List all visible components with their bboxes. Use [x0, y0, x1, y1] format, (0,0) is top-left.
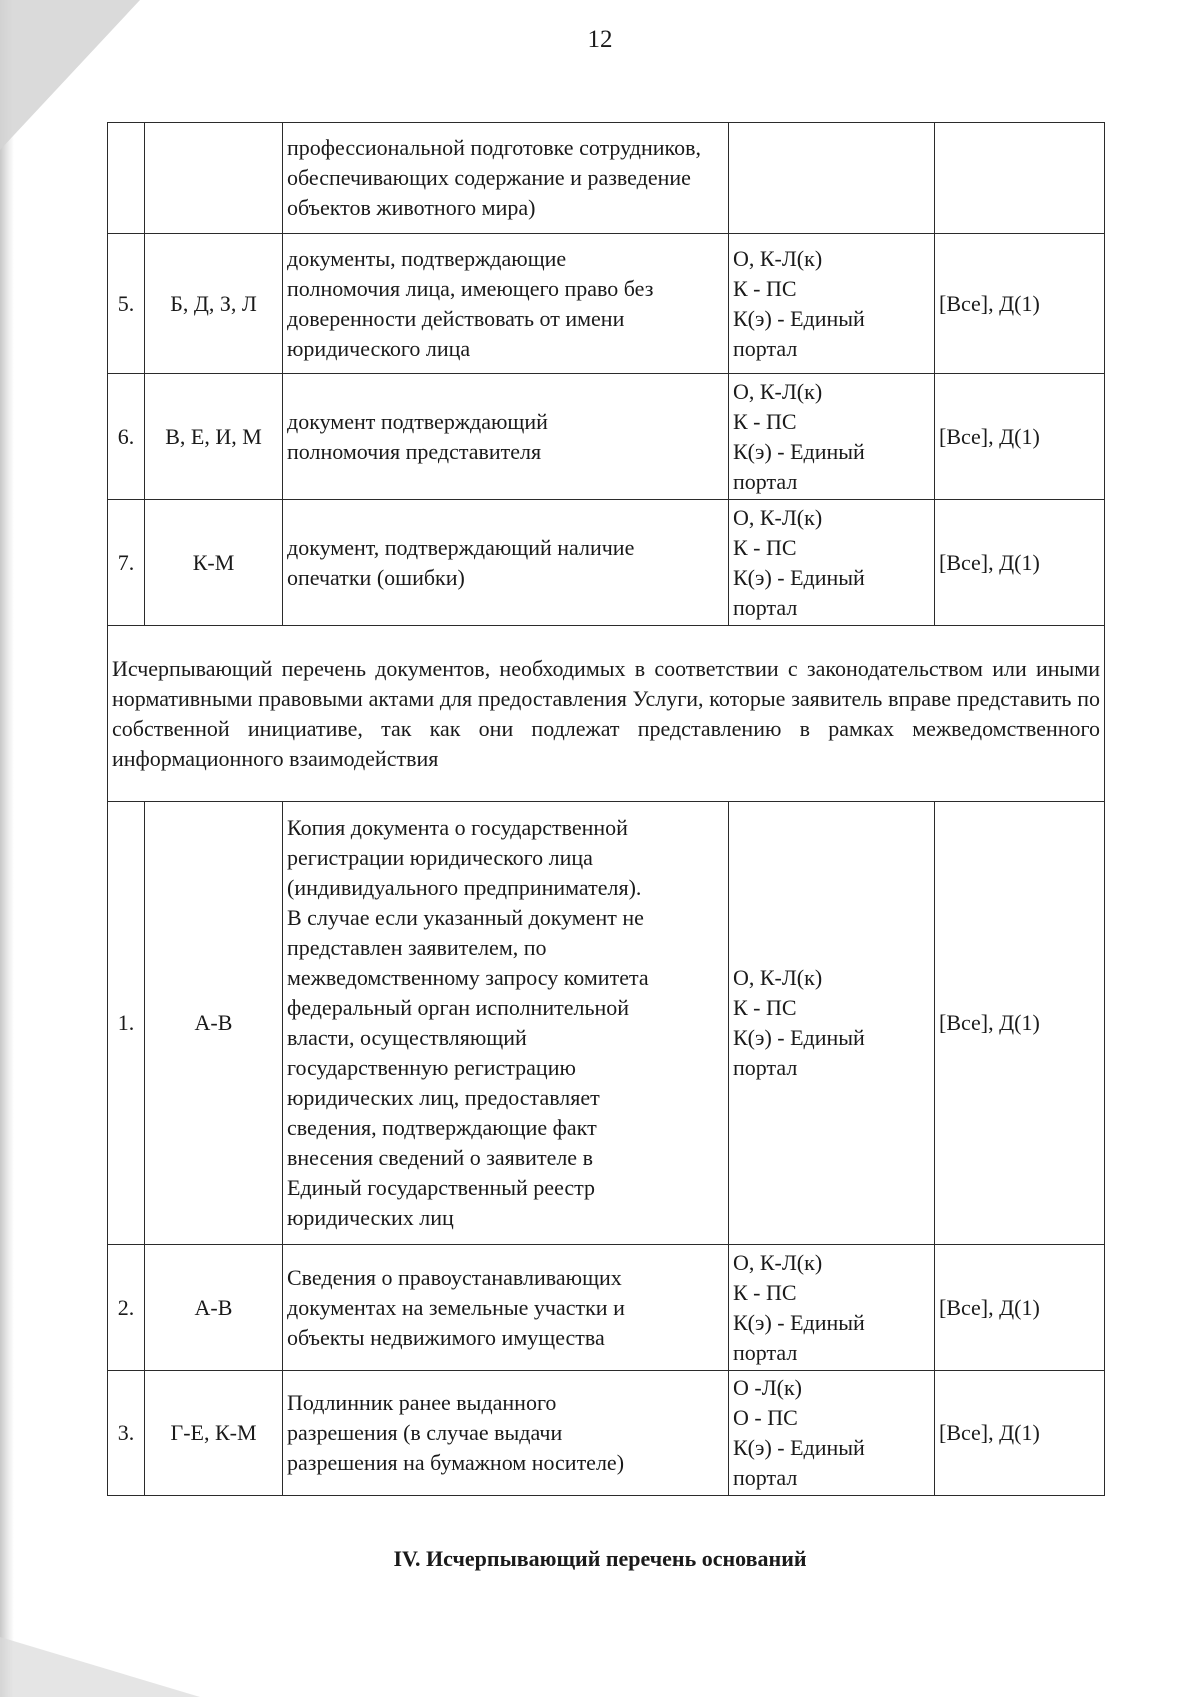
- applicant-codes-cell: К-М: [145, 500, 283, 626]
- applicant-codes-cell: Б, Д, З, Л: [145, 234, 283, 374]
- next-section-heading: IV. Исчерпывающий перечень оснований: [393, 1546, 807, 1571]
- channel-line: портал: [733, 1339, 798, 1365]
- row-number-cell: 6.: [108, 374, 145, 500]
- document-description-cell: [283, 802, 729, 1245]
- description-line: внесения сведений о заявителе в: [287, 1145, 593, 1170]
- table-row: [108, 1245, 1105, 1371]
- submission-channels-cell: [729, 1371, 935, 1496]
- description-line: документах на земельные участки и: [287, 1294, 625, 1320]
- document-description-cell: [283, 1245, 729, 1371]
- table-row: [108, 1371, 1105, 1496]
- table-row: [108, 500, 1105, 626]
- description-line: Единый государственный реестр: [287, 1175, 596, 1200]
- description-line: профессиональной подготовке сотрудников,: [287, 135, 701, 160]
- description-line: межведомственному запросу комитета: [287, 965, 649, 990]
- description-line: Копия документа о государственной: [287, 815, 628, 840]
- row-number-cell: [108, 123, 145, 234]
- document-description-cell: [283, 374, 729, 500]
- channel-line: К - ПС: [733, 275, 797, 301]
- channel-line: О, К-Л(к): [733, 378, 823, 404]
- channel-line: О, К-Л(к): [733, 504, 823, 530]
- channel-line: К(э) - Единый: [733, 438, 865, 464]
- channel-line: К - ПС: [733, 534, 797, 560]
- row-number-cell: 2.: [108, 1245, 145, 1371]
- table-row: [108, 802, 1105, 1245]
- document-format-cell: [Все], Д(1): [935, 1245, 1105, 1371]
- channel-line: К - ПС: [733, 408, 797, 434]
- description-line: государственную регистрацию: [287, 1055, 576, 1080]
- channel-line: К - ПС: [733, 995, 797, 1020]
- channel-line: К(э) - Единый: [733, 1309, 865, 1335]
- submission-channels-cell: [729, 234, 935, 374]
- submission-channels-cell: [729, 1245, 935, 1371]
- row-number-cell: 5.: [108, 234, 145, 374]
- submission-channels-cell: [729, 500, 935, 626]
- description-line: (индивидуального предпринимателя).: [287, 875, 642, 900]
- description-line: Сведения о правоустанавливающих: [287, 1264, 622, 1290]
- submission-channels-cell: [729, 802, 935, 1245]
- description-line: Подлинник ранее выданного: [287, 1390, 557, 1415]
- channel-line: К(э) - Единый: [733, 1435, 865, 1460]
- channel-line: О, К-Л(к): [733, 965, 823, 990]
- channel-line: К(э) - Единый: [733, 1025, 865, 1050]
- section-heading-cell: Исчерпывающий перечень документов, необходимых в соответствии с законодательством или иными нормативными правовыми актами для предоставления Услуги, которые заявитель вправе представить по собственной инициативе, так как они подлежат представлению в рамках межведомственного информационного взаимодействия: [108, 626, 1105, 802]
- description-line: федеральный орган исполнительной: [287, 995, 630, 1020]
- row-number-cell: 3.: [108, 1371, 145, 1496]
- document-format-cell: [935, 123, 1105, 234]
- applicant-codes-cell: В, Е, И, М: [145, 374, 283, 500]
- document-format-cell: [Все], Д(1): [935, 802, 1105, 1245]
- row-number-cell: 7.: [108, 500, 145, 626]
- description-line: документ, подтверждающий наличие: [287, 534, 635, 560]
- channel-line: портал: [733, 1465, 798, 1490]
- description-line: регистрации юридического лица: [287, 845, 593, 870]
- description-line: объектов животного мира): [287, 195, 536, 220]
- description-line: разрешения (в случае выдачи: [287, 1420, 563, 1445]
- description-line: обеспечивающих содержание и разведение: [287, 165, 691, 190]
- description-line: объекты недвижимого имущества: [287, 1324, 605, 1350]
- documents-table: [107, 122, 1105, 1496]
- page-number: 12: [587, 26, 613, 53]
- row-number-cell: 1.: [108, 802, 145, 1245]
- applicant-codes-cell: А-В: [145, 802, 283, 1245]
- channel-line: портал: [733, 468, 798, 494]
- description-line: юридических лиц: [287, 1205, 454, 1230]
- description-line: разрешения на бумажном носителе): [287, 1450, 625, 1475]
- document-description-cell: [283, 123, 729, 234]
- table-row: [108, 234, 1105, 374]
- applicant-codes-cell: [145, 123, 283, 234]
- description-line: полномочия лица, имеющего право без: [287, 275, 654, 301]
- document-format-cell: [Все], Д(1): [935, 374, 1105, 500]
- table-row: [108, 374, 1105, 500]
- description-line: документы, подтверждающие: [287, 245, 567, 271]
- description-line: В случае если указанный документ не: [287, 905, 644, 930]
- description-line: доверенности действовать от имени: [287, 305, 625, 331]
- section-heading-row: [108, 626, 1105, 802]
- description-line: сведения, подтверждающие факт: [287, 1115, 597, 1140]
- document-format-cell: [Все], Д(1): [935, 234, 1105, 374]
- channel-line: К - ПС: [733, 1279, 797, 1305]
- submission-channels-cell: [729, 123, 935, 234]
- channel-line: О - ПС: [733, 1405, 798, 1430]
- description-line: документ подтверждающий: [287, 408, 548, 434]
- applicant-codes-cell: А-В: [145, 1245, 283, 1371]
- description-line: представлен заявителем, по: [287, 935, 547, 960]
- description-line: власти, осуществляющий: [287, 1025, 527, 1050]
- channel-line: К(э) - Единый: [733, 305, 865, 331]
- channel-line: О, К-Л(к): [733, 1249, 823, 1275]
- description-line: юридического лица: [287, 335, 471, 361]
- description-line: полномочия представителя: [287, 438, 542, 464]
- channel-line: К(э) - Единый: [733, 564, 865, 590]
- channel-line: портал: [733, 594, 798, 620]
- description-line: юридических лиц, предоставляет: [287, 1085, 600, 1110]
- document-format-cell: [Все], Д(1): [935, 1371, 1105, 1496]
- channel-line: О -Л(к): [733, 1375, 802, 1400]
- scan-edge-shadow: [0, 0, 14, 1697]
- document-description-cell: [283, 234, 729, 374]
- channel-line: О, К-Л(к): [733, 245, 823, 271]
- channel-line: портал: [733, 1055, 798, 1080]
- document-description-cell: [283, 1371, 729, 1496]
- table-row-continuation: [108, 123, 1105, 234]
- channel-line: портал: [733, 335, 798, 361]
- scan-corner-fold-bottom: [0, 1637, 200, 1697]
- description-line: опечатки (ошибки): [287, 564, 465, 590]
- document-description-cell: [283, 500, 729, 626]
- applicant-codes-cell: Г-Е, К-М: [145, 1371, 283, 1496]
- document-format-cell: [Все], Д(1): [935, 500, 1105, 626]
- submission-channels-cell: [729, 374, 935, 500]
